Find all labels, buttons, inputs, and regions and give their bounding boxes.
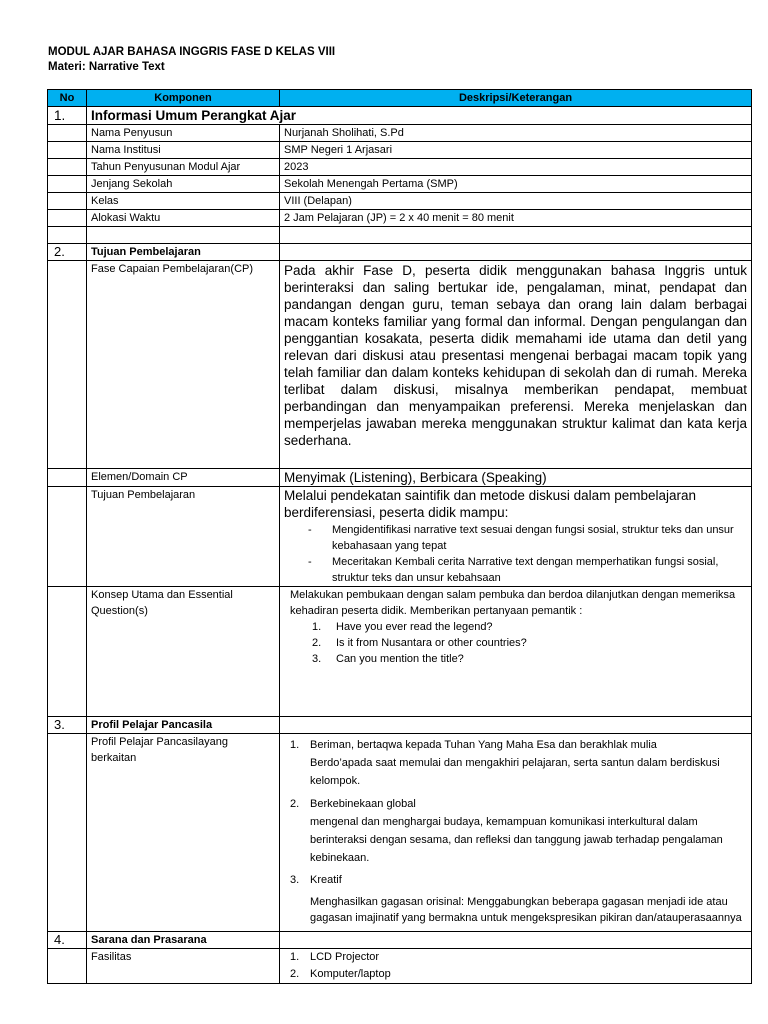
list-item: 2. Is it from Nusantara or other countries?	[312, 637, 527, 649]
row-value: Nurjanah Sholihati, S.Pd	[280, 125, 752, 142]
table-row	[48, 210, 752, 227]
section-3-header	[48, 717, 752, 734]
tujuan-intro: Melalui pendekatan saintifik dan metode diskusi dalam pembelajaran berdiferensiasi, peserta didik mampu:	[284, 488, 696, 520]
section-number: 3.	[48, 717, 87, 734]
list-item: 1. LCD Projector	[290, 951, 380, 963]
row-value: SMP Negeri 1 Arjasari	[280, 142, 752, 159]
list-item: 3. Can you mention the title?	[312, 653, 464, 665]
section-title: Tujuan Pembelajaran	[87, 244, 280, 261]
list-item: 2. Berkebinekaan global mengenal dan menghargai budaya, kemampuan komunikasi interkultural dalam berinteraksi dengan sesama, dan refleksi dan tanggung jawab terhadap pengalaman kebinekaan.	[290, 798, 723, 864]
row-value: Menyimak (Listening), Berbicara (Speaking)	[280, 469, 752, 487]
row-label: Tujuan Pembelajaran	[87, 487, 280, 587]
table-row	[48, 587, 752, 717]
list-item: 1. Beriman, bertaqwa kepada Tuhan Yang Maha Esa dan berakhlak mulia Berdo’apada saat memulai dan mengakhiri pelajaran, serta santun dalam berdiskusi kelompok.	[290, 739, 720, 787]
row-label: Jenjang Sekolah	[87, 176, 280, 193]
table-row	[48, 469, 752, 487]
row-label: Kelas	[87, 193, 280, 210]
list-item: 3. Kreatif Menghasilkan gagasan orisinal: Menggabungkan beberapa gagasan menjadi ide atau gagasan imajinatif yang bermakna untuk mengekspresikan pikiran dan/atauperasaannya	[290, 874, 742, 924]
section-number: 1.	[48, 107, 87, 125]
profil-cell	[280, 734, 752, 932]
row-value: VIII (Delapan)	[280, 193, 752, 210]
table-header-row	[48, 90, 752, 107]
empty-row	[48, 227, 752, 244]
list-item: - Meceritakan Kembali cerita Narrative text dengan memperhatikan fungsi sosial, struktur teks dan unsur kebahsaan	[308, 554, 747, 586]
row-label: Alokasi Waktu	[87, 210, 280, 227]
row-label: Profil Pelajar Pancasilayang berkaitan	[87, 734, 280, 932]
document-title	[48, 45, 335, 75]
title-line-2: Materi: Narrative Text	[48, 61, 165, 73]
header-deskripsi: Deskripsi/Keterangan	[280, 90, 752, 107]
section-title: Profil Pelajar Pancasila	[87, 717, 280, 734]
table-row	[48, 159, 752, 176]
section-title: Informasi Umum Perangkat Ajar	[87, 107, 752, 125]
row-label: Fasilitas	[87, 949, 280, 984]
row-value: Sekolah Menengah Pertama (SMP)	[280, 176, 752, 193]
table-row	[48, 734, 752, 932]
fasilitas-cell	[280, 949, 752, 984]
list-item: - Mengidentifikasi narrative text sesuai dengan fungsi sosial, struktur teks dan unsur kebahasaan yang tepat	[308, 522, 747, 554]
row-label: Elemen/Domain CP	[87, 469, 280, 487]
header-komponen: Komponen	[87, 90, 280, 107]
tujuan-cell	[280, 487, 752, 587]
konsep-intro: Melakukan pembukaan dengan salam pembuka dan berdoa dilanjutkan dengan memeriksa kehadiran peserta didik. Memberikan pertanyaan pemantik :	[290, 589, 736, 617]
header-no: No	[48, 90, 87, 107]
table-row	[48, 142, 752, 159]
row-value: 2023	[280, 159, 752, 176]
row-label: Nama Institusi	[87, 142, 280, 159]
section-title: Sarana dan Prasarana	[87, 932, 280, 949]
section-1-header	[48, 107, 752, 125]
tujuan-list	[284, 522, 747, 586]
fasilitas-list	[284, 949, 747, 983]
section-number: 4.	[48, 932, 87, 949]
row-label: Nama Penyusun	[87, 125, 280, 142]
profil-list	[284, 736, 747, 926]
section-4-header	[48, 932, 752, 949]
table-row	[48, 261, 752, 469]
cp-description: Pada akhir Fase D, peserta didik menggunakan bahasa Inggris untuk berinteraksi dan saling bertukar ide, pengalaman, minat, pendapat dan pandangan dengan guru, teman sebaya dan orang lain dalam berbagai macam konteks familiar yang formal dan informal. Dengan pengulangan dan penggantian kosakata, peserta didik memahami ide utama dan detil yang relevan dari diskusi atau presentasi mengenai berbagai macam topik yang telah familiar dan dalam konteks kehidupan di sekolah dan di rumah. Mereka terlibat dalam diskusi, misalnya memberikan pendapat, membuat perbandingan dan menyampaikan preferensi. Mereka menjelaskan dan memperjelas jawaban mereka menggunakan struktur kalimat dan kata kerja sederhana.	[280, 261, 752, 469]
module-table	[47, 89, 752, 984]
table-row	[48, 193, 752, 210]
table-row	[48, 125, 752, 142]
list-item: 2. Komputer/laptop	[290, 968, 391, 980]
table-row	[48, 487, 752, 587]
title-line-1: MODUL AJAR BAHASA INGGRIS FASE D KELAS VIII	[48, 46, 336, 58]
row-label: Tahun Penyusunan Modul Ajar	[87, 159, 280, 176]
list-item: 1. Have you ever read the legend?	[312, 621, 493, 633]
section-2-header	[48, 244, 752, 261]
row-value: 2 Jam Pelajaran (JP) = 2 x 40 menit = 80 menit	[280, 210, 752, 227]
row-label: Konsep Utama dan Essential Question(s)	[87, 587, 280, 717]
table-row	[48, 949, 752, 984]
konsep-cell	[280, 587, 752, 717]
question-list	[290, 619, 747, 667]
section-number: 2.	[48, 244, 87, 261]
row-label: Fase Capaian Pembelajaran(CP)	[87, 261, 280, 469]
table-row	[48, 176, 752, 193]
